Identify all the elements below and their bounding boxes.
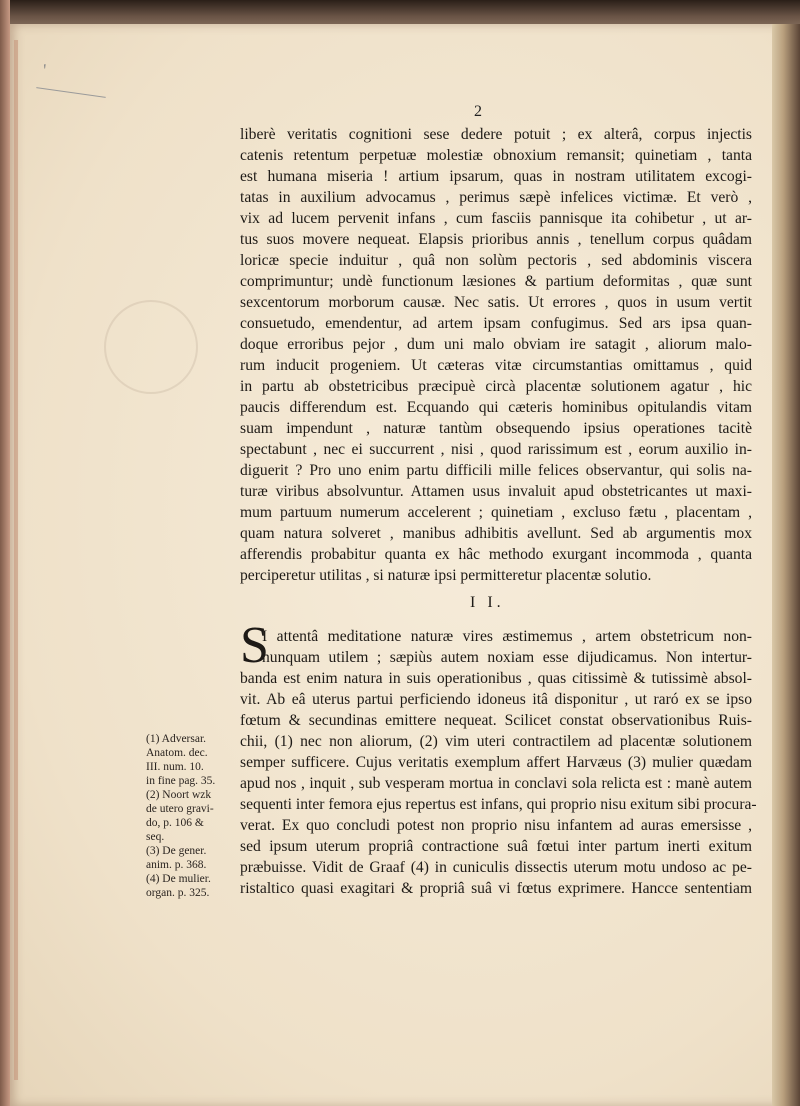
text-line: præbuisse. Vidit de Graaf (4) in cuniculis dissectis uterum motu undoso ac pe- [240,859,752,876]
text-line: turæ viribus absolvuntur. Attamen usus invaluit apud obstetricantes ut maxi- [240,483,752,500]
footnote-line: (4) De mulier. [146,873,211,885]
text-line: rum inducit progeniem. Ut cæteras vitæ circumstantias omittamus , quid [240,357,752,374]
footnote-line: organ. p. 325. [146,887,210,899]
footnote-line: anim. p. 368. [146,859,207,871]
text-line: est humana miseria ! artium ipsarum, quas in nostram utilitatem excogi- [240,168,752,185]
footnotes [146,732,238,900]
text-line: semper sufficere. Cujus veritatis exemplum affert Harvæus (3) mulier quædam [240,754,752,771]
text-line: tus suos movere nequeat. Elapsis prioribus annis , tenellum corpus quâdam [240,231,752,248]
text-line: catenis retentum perpetuæ molestiæ obnoxium remansit; quinetiam , tanta [240,147,752,164]
text-line: diguerit ? Pro uno enim partu difficili mille felices observantur, qui solis na- [240,462,752,479]
text-line: banda est enim natura in suis operationibus , quas citissimè & tutissimè absol- [240,670,752,687]
footnote-line: do, p. 106 & [146,817,204,829]
text-line: in partu ab obstetricibus præcipuè circà placentæ solutionem agatur , hic [240,378,752,395]
text-line: suam impendunt , naturæ tantùm obsequendo ipsius operationes tacitè [240,420,752,437]
text-line: doque erroribus pejor , dum uni malo obviam ire satagit , aliorum malo- [240,336,752,353]
footnote-line: de utero gravi- [146,803,214,815]
text-line: fœtum & secundinas emittere nequeat. Scilicet constat observationibus Ruis- [240,712,752,729]
footnote-line: (1) Adversar. [146,733,207,745]
footnote-line: Anatom. dec. [146,747,208,759]
text-line: perciperetur utilitas , si naturæ ipsi permitteretur placentæ solutio. [240,567,652,584]
text-line: afferendis probabitur quanta ex hâc methodo exurgant incommoda , quanta [240,546,752,563]
text-line: nunquam utilem ; sæpiùs autem noxiam esse dijudicamus. Non intertur- [262,649,752,666]
text-line: sequenti inter femora ejus repertus est infans, qui proprio nisu exitum sibi procura- [240,796,757,813]
footnote-line: in fine pag. 35. [146,775,216,787]
text-line: vit. Ab eâ uterus partui perficiendo idoneus itâ disponitur , ut raró ex se ipso [240,691,752,708]
text-line: paucis differendum est. Ecquando qui cæteris hominibus opitulandis vitam [240,399,752,416]
drop-cap: S [240,617,269,674]
book-cover-edge [0,0,10,1106]
footnote-line: (2) Noort wzk [146,789,212,801]
footnote-line: III. num. 10. [146,761,204,773]
text-line: spectabunt , nec ei succurrent , nisi , quod rarissimum est , eorum auxilio in- [240,441,752,458]
text-line: sed ipsum uterum propriâ contractione suâ fœtui inter partum inerti exitum [240,838,752,855]
text-line: quam natura solveret , manibus adhibitis avellunt. Sed ab argumentis mox [240,525,752,542]
paragraph-1 [240,124,752,586]
text-line: mum partuum numerum accelerent ; quinetiam , excluso fætu , placentam , [240,504,752,521]
text-line: I attentâ meditatione naturæ vires æstimemus , artem obstetricum non- [262,628,752,645]
text-line: apud nos , inquit , sub vesperam mortua in conclavi sola relicta est : manè autem [240,775,752,792]
faded-stamp [104,300,198,394]
footnote-line: (3) De gener. [146,845,207,857]
text-line: consuetudo, emendentur, ad artem ipsam confugimus. Sed ars ipsa quan- [240,315,752,332]
page-number: 2 [474,103,482,120]
margin-rule [14,40,18,1080]
text-line: comprimuntur; undè functionum læsiones & partium deformitas , quæ sunt [240,273,752,290]
text-line: tatas in auxilium advocamus , perimus sæpè infelices victimæ. Et verò , [240,189,752,206]
text-line: verat. Ex quo concludi potest non proprio nisu infantem ad auras emersisse , [240,817,752,834]
text-line: liberè veritatis cognitioni sese dedere potuit ; ex alterâ, corpus injectis [240,126,752,143]
text-line: ristaltico quasi exagitari & propriâ suâ vi fœtus exprimere. Hancce sententiam [240,880,752,897]
footnote-line: seq. [146,831,165,843]
pencil-annotation: ʹ [41,59,50,81]
paragraph-2 [240,617,757,899]
text-line: sexcentorum morborum causæ. Nec satis. Ut errores , quos in usum vertit [240,294,752,311]
text-line: loricæ specie induitur , quâ non solùm pectoris , sed abdominis viscera [240,252,752,269]
text-line: vix ad lucem pervenit infans , cum fasciis pannisque ita cohibetur , ut ar- [240,210,752,227]
section-heading: I I. [470,594,505,611]
text-line: chii, (1) nec non aliorum, (2) vim uteri contractilem ad placentæ solutionem [240,733,752,750]
page-gutter-edge [772,24,800,1106]
